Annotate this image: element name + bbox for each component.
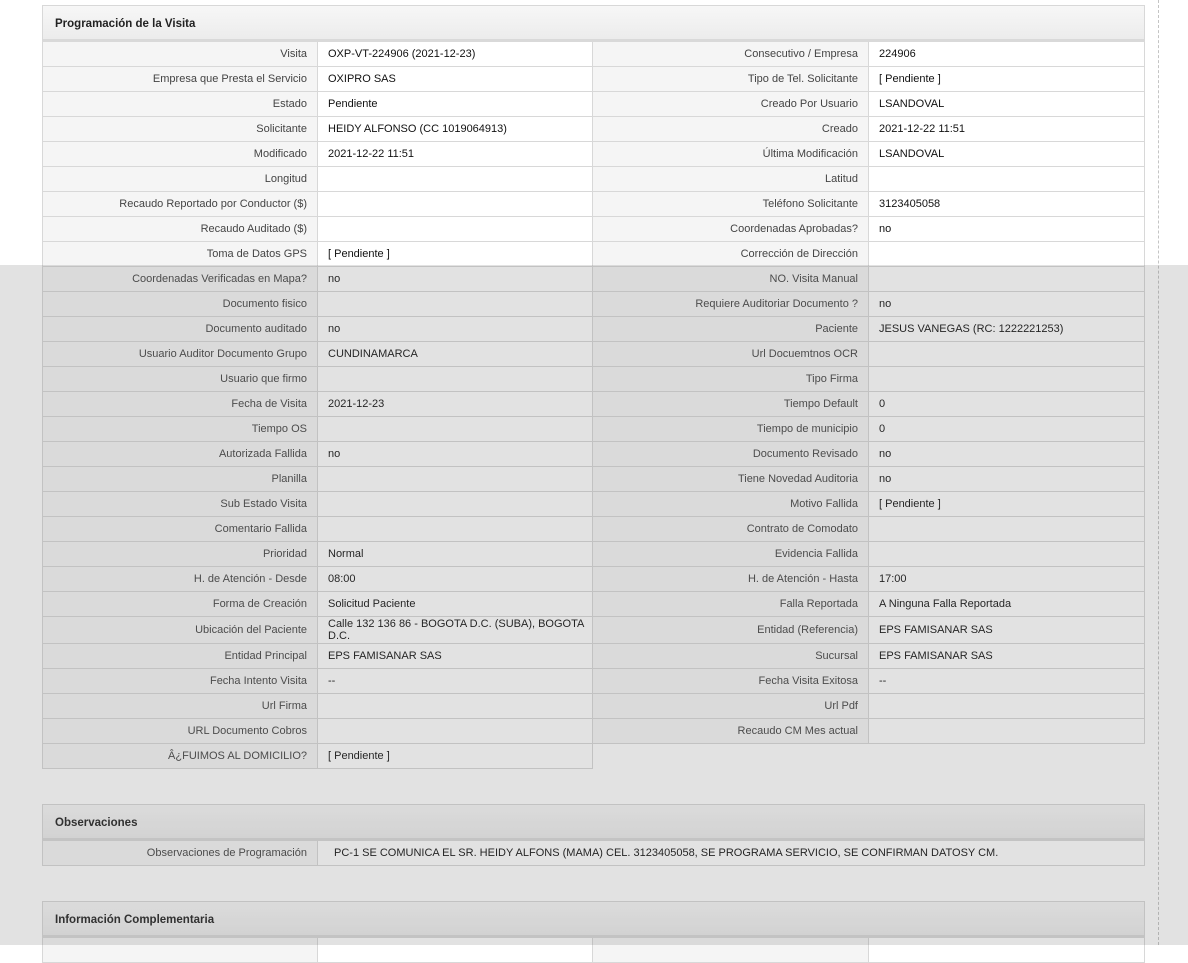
field-label: Comentario Fallida <box>42 517 318 542</box>
field-label: Usuario Auditor Documento Grupo <box>42 342 318 367</box>
field-value <box>318 492 593 517</box>
field-value: 2021-12-23 <box>318 392 593 417</box>
complementaria-grid <box>42 938 1145 963</box>
field-label: Sub Estado Visita <box>42 492 318 517</box>
field-value: no <box>869 292 1145 317</box>
field-label: Coordenadas Aprobadas? <box>593 217 869 242</box>
dashed-divider <box>1158 0 1159 945</box>
field-label: Forma de Creación <box>42 592 318 617</box>
field-label: H. de Atención - Desde <box>42 567 318 592</box>
field-label: Autorizada Fallida <box>42 442 318 467</box>
field-label: Ubicación del Paciente <box>42 617 318 644</box>
field-label: Requiere Auditoriar Documento ? <box>593 292 869 317</box>
field-value <box>318 217 593 242</box>
field-value: Solicitud Paciente <box>318 592 593 617</box>
field-value: CUNDINAMARCA <box>318 342 593 367</box>
field-label: Motivo Fallida <box>593 492 869 517</box>
observaciones-grid <box>42 841 1145 866</box>
field-label: Solicitante <box>42 117 318 142</box>
field-label: Observaciones de Programación <box>42 841 318 866</box>
observaciones-value: PC-1 SE COMUNICA EL SR. HEIDY ALFONS (MAMA) CEL. 3123405058, SE PROGRAMA SERVICIO, SE CONFIRMAN DATOSY CM. <box>318 841 1145 866</box>
field-label: Tipo de Tel. Solicitante <box>593 67 869 92</box>
programacion-grid <box>42 42 1145 769</box>
field-value: LSANDOVAL <box>869 142 1145 167</box>
field-value <box>869 542 1145 567</box>
field-value <box>869 367 1145 392</box>
field-value: LSANDOVAL <box>869 92 1145 117</box>
field-value <box>869 267 1145 292</box>
field-value <box>318 292 593 317</box>
field-label: Evidencia Fallida <box>593 542 869 567</box>
field-value: 08:00 <box>318 567 593 592</box>
field-value: Normal <box>318 542 593 567</box>
field-value: no <box>869 442 1145 467</box>
field-label: Tiempo Default <box>593 392 869 417</box>
programacion-section <box>42 5 1145 769</box>
field-label: Modificado <box>42 142 318 167</box>
field-label: Tiempo de municipio <box>593 417 869 442</box>
complementaria-header: Información Complementaria <box>42 901 1145 938</box>
field-label: Visita <box>42 42 318 67</box>
field-value: -- <box>869 669 1145 694</box>
field-label: Recaudo Auditado ($) <box>42 217 318 242</box>
field-label: Contrato de Comodato <box>593 517 869 542</box>
field-label: Estado <box>42 92 318 117</box>
field-label: Teléfono Solicitante <box>593 192 869 217</box>
observaciones-section <box>42 804 1145 866</box>
field-label: Paciente <box>593 317 869 342</box>
field-value <box>869 694 1145 719</box>
field-label: Planilla <box>42 467 318 492</box>
field-label: Documento Revisado <box>593 442 869 467</box>
field-value: no <box>318 317 593 342</box>
field-label: Url Pdf <box>593 694 869 719</box>
field-value: [ Pendiente ] <box>318 744 593 769</box>
field-value: EPS FAMISANAR SAS <box>869 644 1145 669</box>
field-label: Falla Reportada <box>593 592 869 617</box>
field-value <box>869 517 1145 542</box>
field-value <box>318 517 593 542</box>
observaciones-header: Observaciones <box>42 804 1145 841</box>
field-value <box>318 192 593 217</box>
field-value: OXIPRO SAS <box>318 67 593 92</box>
field-label: URL Documento Cobros <box>42 719 318 744</box>
field-value: 3123405058 <box>869 192 1145 217</box>
field-label: H. de Atención - Hasta <box>593 567 869 592</box>
field-value <box>318 694 593 719</box>
field-value: [ Pendiente ] <box>318 242 593 267</box>
field-value: [ Pendiente ] <box>869 492 1145 517</box>
field-value <box>869 342 1145 367</box>
field-value <box>318 367 593 392</box>
field-value: OXP-VT-224906 (2021-12-23) <box>318 42 593 67</box>
field-value: EPS FAMISANAR SAS <box>869 617 1145 644</box>
field-label: Entidad Principal <box>42 644 318 669</box>
field-label: NO. Visita Manual <box>593 267 869 292</box>
field-value: no <box>869 467 1145 492</box>
field-value: -- <box>318 669 593 694</box>
field-label: Url Docuemtnos OCR <box>593 342 869 367</box>
field-value <box>869 242 1145 267</box>
field-value: 2021-12-22 11:51 <box>869 117 1145 142</box>
field-label: Latitud <box>593 167 869 192</box>
field-label: Última Modificación <box>593 142 869 167</box>
field-label: Fecha de Visita <box>42 392 318 417</box>
field-label: Creado Por Usuario <box>593 92 869 117</box>
field-value: no <box>318 442 593 467</box>
field-label: Â¿FUIMOS AL DOMICILIO? <box>42 744 318 769</box>
field-label: Recaudo CM Mes actual <box>593 719 869 744</box>
field-value <box>869 167 1145 192</box>
field-label <box>42 938 318 963</box>
field-value: 0 <box>869 392 1145 417</box>
field-value <box>869 938 1145 963</box>
field-label: Fecha Intento Visita <box>42 669 318 694</box>
field-value <box>318 417 593 442</box>
field-value <box>869 719 1145 744</box>
field-label: Prioridad <box>42 542 318 567</box>
field-value <box>318 467 593 492</box>
field-value: JESUS VANEGAS (RC: 1222221253) <box>869 317 1145 342</box>
field-label: Empresa que Presta el Servicio <box>42 67 318 92</box>
field-value: A Ninguna Falla Reportada <box>869 592 1145 617</box>
programacion-header: Programación de la Visita <box>42 5 1145 42</box>
field-label: Longitud <box>42 167 318 192</box>
field-label: Consecutivo / Empresa <box>593 42 869 67</box>
field-label: Entidad (Referencia) <box>593 617 869 644</box>
left-margin <box>0 0 29 945</box>
field-value: 0 <box>869 417 1145 442</box>
complementaria-section <box>42 901 1145 963</box>
field-value: 17:00 <box>869 567 1145 592</box>
field-label: Recaudo Reportado por Conductor ($) <box>42 192 318 217</box>
field-label: Url Firma <box>42 694 318 719</box>
field-value: [ Pendiente ] <box>869 67 1145 92</box>
field-label: Fecha Visita Exitosa <box>593 669 869 694</box>
field-value: 224906 <box>869 42 1145 67</box>
field-value: Calle 132 136 86 - BOGOTA D.C. (SUBA), BOGOTA D.C. <box>318 617 593 644</box>
field-label: Usuario que firmo <box>42 367 318 392</box>
field-value: EPS FAMISANAR SAS <box>318 644 593 669</box>
field-value: Pendiente <box>318 92 593 117</box>
field-label: Toma de Datos GPS <box>42 242 318 267</box>
field-label: Documento auditado <box>42 317 318 342</box>
field-label: Coordenadas Verificadas en Mapa? <box>42 267 318 292</box>
field-value <box>318 938 593 963</box>
field-label: Documento fisico <box>42 292 318 317</box>
field-label: Tiene Novedad Auditoria <box>593 467 869 492</box>
field-label: Creado <box>593 117 869 142</box>
field-value: no <box>869 217 1145 242</box>
field-value <box>318 719 593 744</box>
field-value: no <box>318 267 593 292</box>
field-label: Tipo Firma <box>593 367 869 392</box>
field-label: Tiempo OS <box>42 417 318 442</box>
field-value: 2021-12-22 11:51 <box>318 142 593 167</box>
field-label: Sucursal <box>593 644 869 669</box>
field-value: HEIDY ALFONSO (CC 1019064913) <box>318 117 593 142</box>
field-label: Corrección de Dirección <box>593 242 869 267</box>
field-value <box>318 167 593 192</box>
field-label <box>593 938 869 963</box>
